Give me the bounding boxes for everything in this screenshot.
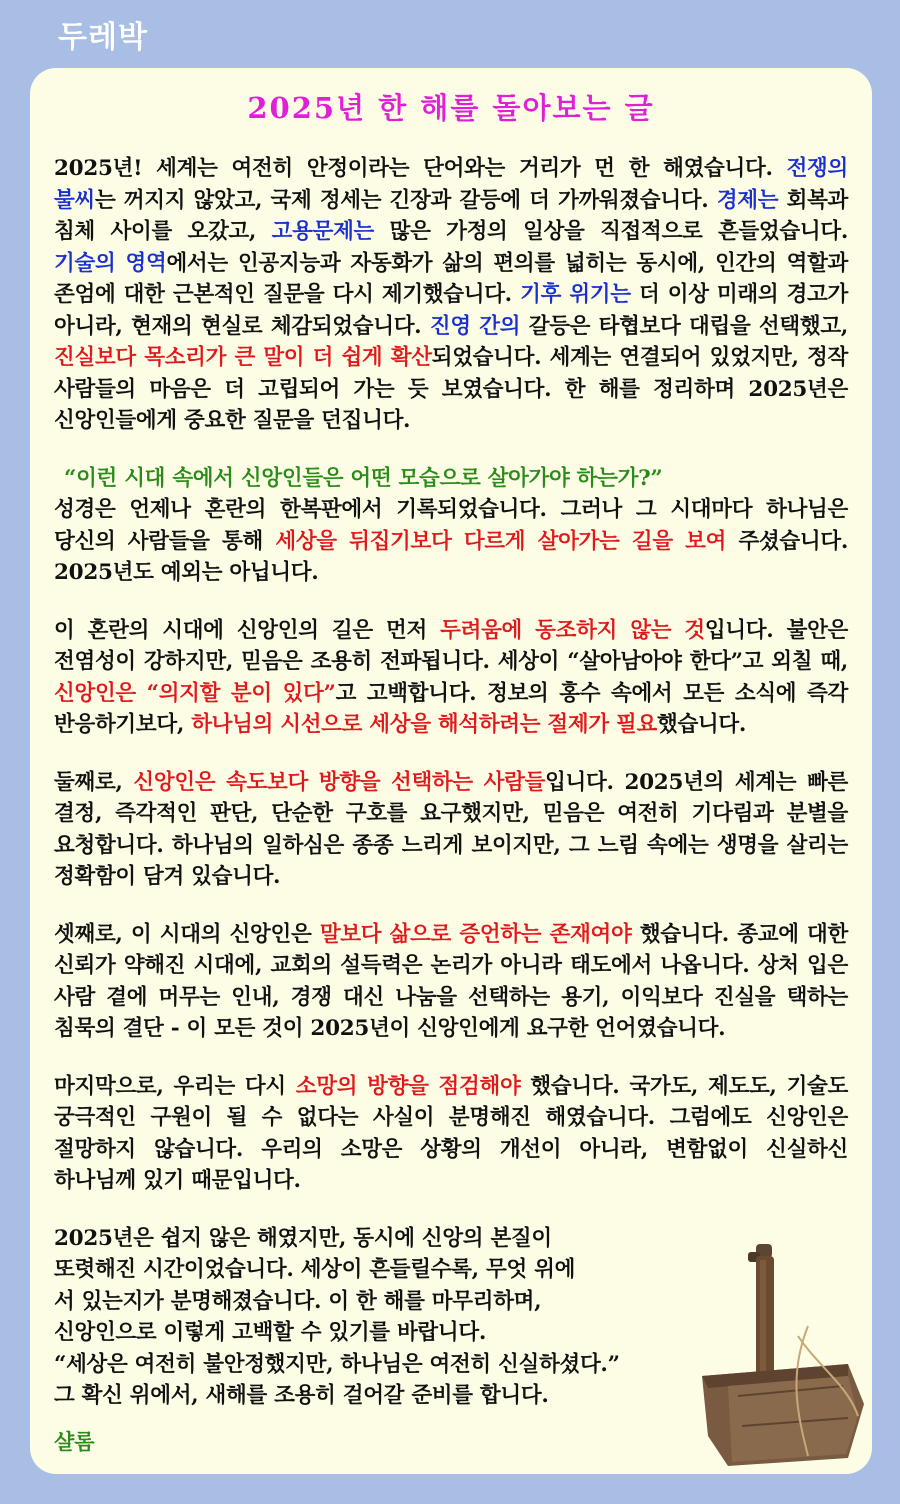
paragraph-last	[54, 1071, 848, 1197]
text: 회복과 침체 사이를 오갔고,	[54, 187, 849, 244]
text: 했습니다.	[656, 712, 747, 737]
closing-line: 또렷해진 시간이었습니다. 세상이 흔들릴수록, 무엇 위에	[54, 1257, 576, 1282]
highlight-red: 두려움에 동조하지 않는 것	[440, 617, 705, 643]
highlight-blue: 전쟁의 불씨	[54, 156, 848, 213]
closing-line: 2025년은 쉽지 않은 해였지만, 동시에 신앙의 본질이	[54, 1225, 552, 1251]
closing-quote: “세상은 여전히 불안정했지만, 하나님은 여전히 신실하셨다.”	[54, 1351, 620, 1377]
closing-line: 그 확신 위에서, 새해를 조용히 걸어갈 준비를 합니다.	[54, 1383, 549, 1408]
text: 했습니다. 종교에 대한 신뢰가 약해진 시대에, 교회의 설득력은 논리가 아니라 태도에서 나옵니다. 상처 입은 사람 곁에 머무는 인내, 경쟁 대신 나눔을 선택하는 용기, 이익보다 진실을 택하는 침묵의 결단 - 이 모든 것이 2025년이 신앙인에게 요구한 언어였습니다.	[54, 921, 848, 1041]
text: 되었습니다. 세계는 연결되어 있었지만, 정작 사람들의 마음은 더 고립되어 가는 듯 보였습니다. 한 해를 정리하며 2025년은 신앙인들에게 중요한 질문을 던집니다.	[54, 345, 848, 433]
question-quote: “이런 시대 속에서 신앙인들은 어떤 모습으로 살아가야 하는가?”	[64, 465, 663, 491]
text: 더 이상 미래의 경고가 아니라, 현재의 현실로 체감되었습니다.	[54, 282, 848, 339]
brand-title: 두레박	[58, 20, 148, 55]
text: 갈등은 타협보다 대립을 선택했고,	[520, 313, 848, 339]
text: 많은 가정의 일상을 직접적으로 흔들었습니다.	[374, 219, 848, 244]
highlight-red: 하나님의 시선으로 세상을 해석하려는 절제가 필요	[191, 712, 657, 737]
text: 둘째로,	[54, 769, 134, 795]
highlight-red: 진실보다 목소리가 큰 말이 더 쉽게 확산	[54, 345, 432, 370]
signature: 샬롬	[54, 1429, 95, 1454]
highlight-red: 신앙인은 “의지할 분이 있다”	[54, 680, 336, 706]
text: 고 고백합니다. 정보의 홍수 속에서 모든 소식에 즉각 반응하기보다,	[54, 680, 848, 737]
highlight-red: 세상을 뒤집기보다 다르게 살아가는 길을 보여	[275, 528, 727, 554]
paragraph-third	[54, 919, 848, 1045]
paragraph-closing	[54, 1223, 684, 1412]
highlight-red: 소망의 방향을 점검해야	[295, 1073, 521, 1099]
text: 에서는 인공지능과 자동화가 삶의 편의를 넓히는 동시에, 인간의 역할과 존엄에 대한 근본적인 질문을 다시 제기했습니다.	[54, 250, 849, 307]
text: 했습니다. 국가도, 제도도, 기술도 궁극적인 구원이 될 수 없다는 사실이 분명해진 해였습니다. 그럼에도 신앙인은 절망하지 않습니다. 우리의 소망은 상황의 개선이 아니라, 변함없이 신실하신 하나님께 있기 때문입니다.	[54, 1073, 848, 1193]
highlight-blue: 기술의 영역	[54, 250, 167, 276]
text: 셋째로, 이 시대의 신앙인은	[54, 921, 320, 947]
text: 2025년! 세계는 여전히 안정이라는 단어와는 거리가 먼 한 해였습니다.	[54, 156, 787, 181]
highlight-blue: 진영 간의	[429, 313, 521, 339]
highlight-red: 신앙인은 속도보다 방향을 선택하는 사람들	[133, 769, 546, 795]
text: 마지막으로, 우리는 다시	[54, 1073, 296, 1099]
text: 입니다. 2025년의 세계는 빠른 결정, 즉각적인 판단, 단순한 구호를 요구했지만, 믿음은 여전히 기다림과 분별을 요청합니다. 하나님의 일하심은 종종 느리게 보이지만, 그 느림 속에는 생명을 살리는 정확함이 담겨 있습니다.	[54, 769, 849, 889]
paragraph-intro	[54, 153, 848, 437]
text: 입니다. 불안은 전염성이 강하지만, 믿음은 조용히 전파됩니다. 세상이 “살아남아야 한다”고 외칠 때,	[54, 617, 849, 674]
highlight-red: 말보다 삶으로 증언하는 존재여야	[319, 921, 632, 947]
text: 성경은 언제나 혼란의 한복판에서 기록되었습니다. 그러나 그 시대마다 하나님은 당신의 사람들을 통해	[54, 497, 848, 554]
page-title: 2025년 한 해를 돌아보는 글	[247, 91, 655, 125]
paragraph-second	[54, 767, 848, 893]
paragraph-question	[54, 463, 848, 589]
paragraph-first	[54, 615, 848, 741]
text: 이 혼란의 시대에 신앙인의 길은 먼저	[54, 617, 441, 643]
closing-line: 신앙인으로 이렇게 고백할 수 있기를 바랍니다.	[54, 1320, 487, 1345]
highlight-blue: 경제는	[716, 187, 779, 213]
wooden-well-bucket-icon	[698, 1236, 868, 1466]
text: 주셨습니다. 2025년도 예외는 아닙니다.	[54, 528, 849, 585]
closing-line: 서 있는지가 분명해졌습니다. 이 한 해를 마무리하며,	[54, 1288, 542, 1314]
highlight-blue: 고용문제는	[271, 219, 375, 244]
highlight-blue: 기후 위기는	[520, 282, 631, 307]
article-card	[30, 68, 872, 1474]
text: 는 꺼지지 않았고, 국제 정세는 긴장과 갈등에 더 가까워졌습니다.	[94, 187, 717, 213]
